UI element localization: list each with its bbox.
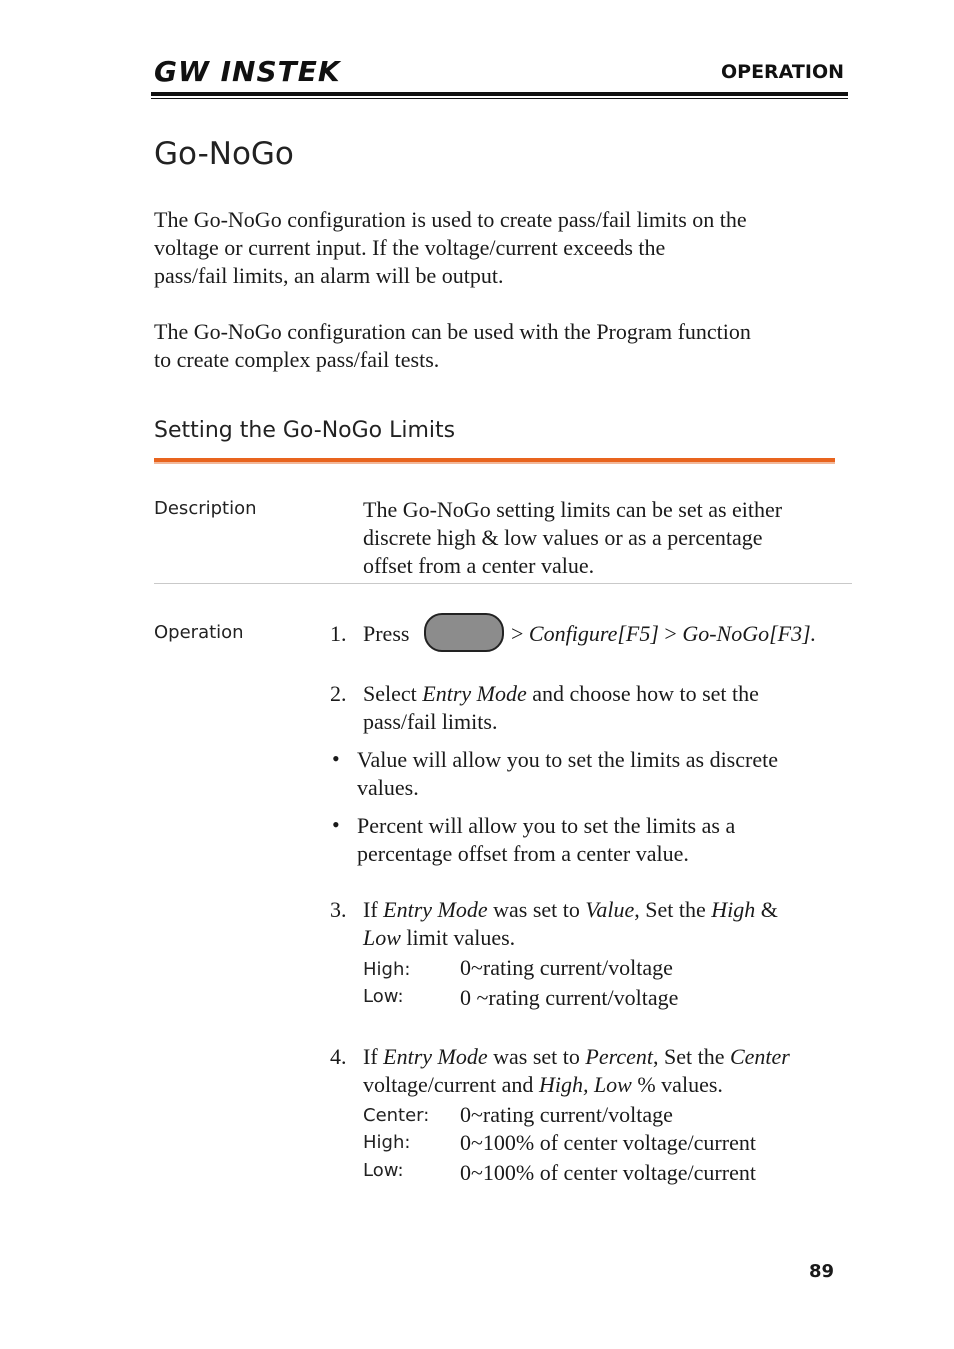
step-number: 4. — [330, 1044, 347, 1069]
param-value: 0~100% of center voltage/current — [460, 1130, 756, 1155]
text-span: If — [363, 897, 378, 922]
path-separator: > — [664, 621, 677, 646]
row-divider — [154, 583, 852, 584]
page-title: Go-NoGo — [154, 136, 294, 172]
step1-path — [511, 620, 816, 648]
high-low-term: High, Low — [538, 1072, 632, 1097]
text-span: , Set the — [634, 897, 706, 922]
param-label: High: — [363, 959, 411, 980]
param-value: 0 ~rating current/voltage — [460, 985, 679, 1010]
bullet-line: percentage offset from a center value. — [357, 841, 689, 866]
bullet-line: Value will allow you to set the limits as discrete — [357, 747, 778, 772]
step3-text — [363, 896, 843, 952]
param-label: Low: — [363, 986, 404, 1007]
intro-p2-line: The Go-NoGo configuration can be used with the Program function — [154, 319, 751, 344]
hardware-key-button[interactable] — [424, 613, 504, 652]
gonogo-menu: Go-NoGo[F3]. — [682, 621, 817, 646]
intro-paragraph-1 — [154, 206, 844, 290]
param-value: 0~rating current/voltage — [460, 955, 673, 980]
percent-term: Percent — [585, 1044, 653, 1069]
step2-line — [363, 680, 843, 708]
entry-mode-term: Entry Mode — [422, 681, 527, 706]
center-term: Center — [729, 1044, 790, 1069]
step3-line — [363, 924, 843, 952]
intro-p1-line: The Go-NoGo configuration is used to create pass/fail limits on the — [154, 207, 747, 232]
param-value: 0~rating current/voltage — [460, 1102, 673, 1127]
bullet-line: values. — [357, 775, 419, 800]
bullet-mark: • — [332, 746, 340, 771]
intro-p1-line: voltage or current input. If the voltage/current exceeds the — [154, 235, 666, 260]
intro-p2-line: to create complex pass/fail tests. — [154, 347, 440, 372]
step2-line: pass/fail limits. — [363, 709, 498, 734]
text-span: Select — [363, 681, 417, 706]
entry-mode-term: Entry Mode — [383, 897, 488, 922]
header-rule — [151, 92, 848, 96]
param-label: Center: — [363, 1105, 430, 1126]
description-text — [363, 496, 843, 580]
step2-text — [363, 680, 843, 736]
step4-text — [363, 1043, 833, 1099]
intro-p1-line: pass/fail limits, an alarm will be output. — [154, 263, 504, 288]
step-number: 1. — [330, 621, 347, 646]
description-line: The Go-NoGo setting limits can be set as either — [363, 497, 783, 522]
bullet-mark: • — [332, 812, 340, 837]
param-label: High: — [363, 1132, 411, 1153]
entry-mode-term: Entry Mode — [383, 1044, 488, 1069]
step1-press: Press — [363, 621, 410, 646]
brand-logo: GW INSTEK — [154, 55, 341, 88]
operation-label: Operation — [154, 622, 244, 643]
description-line: offset from a center value. — [363, 553, 595, 578]
configure-menu: Configure[F5] — [528, 621, 659, 646]
path-separator: > — [511, 621, 524, 646]
text-span: % values. — [637, 1072, 723, 1097]
text-span: If — [363, 1044, 378, 1069]
text-span: and choose how to set the — [532, 681, 759, 706]
bullet-item — [357, 746, 842, 802]
section-title: OPERATION — [721, 61, 844, 83]
value-term: Value — [585, 897, 635, 922]
step4-line — [363, 1043, 833, 1071]
description-label: Description — [154, 498, 257, 519]
subheading-rule-shadow — [154, 462, 835, 464]
text-span: was set to — [493, 897, 580, 922]
text-span: voltage/current and — [363, 1072, 534, 1097]
param-label: Low: — [363, 1160, 404, 1181]
param-value: 0~100% of center voltage/current — [460, 1160, 756, 1185]
step-number: 3. — [330, 897, 347, 922]
bullet-line: Percent will allow you to set the limits as a — [357, 813, 736, 838]
text-span: , Set the — [652, 1044, 725, 1069]
step-number: 2. — [330, 681, 347, 706]
step4-line — [363, 1071, 833, 1099]
high-term: High — [711, 897, 756, 922]
header-rule-thin — [151, 98, 848, 99]
low-term: Low — [363, 925, 401, 950]
page-number: 89 — [808, 1261, 834, 1282]
subheading: Setting the Go-NoGo Limits — [154, 418, 456, 443]
text-span: & — [760, 897, 778, 922]
text-span: limit values. — [406, 925, 516, 950]
bullet-item — [357, 812, 842, 868]
step3-line — [363, 896, 843, 924]
intro-paragraph-2 — [154, 318, 844, 374]
description-line: discrete high & low values or as a percentage — [363, 525, 763, 550]
text-span: was set to — [493, 1044, 580, 1069]
